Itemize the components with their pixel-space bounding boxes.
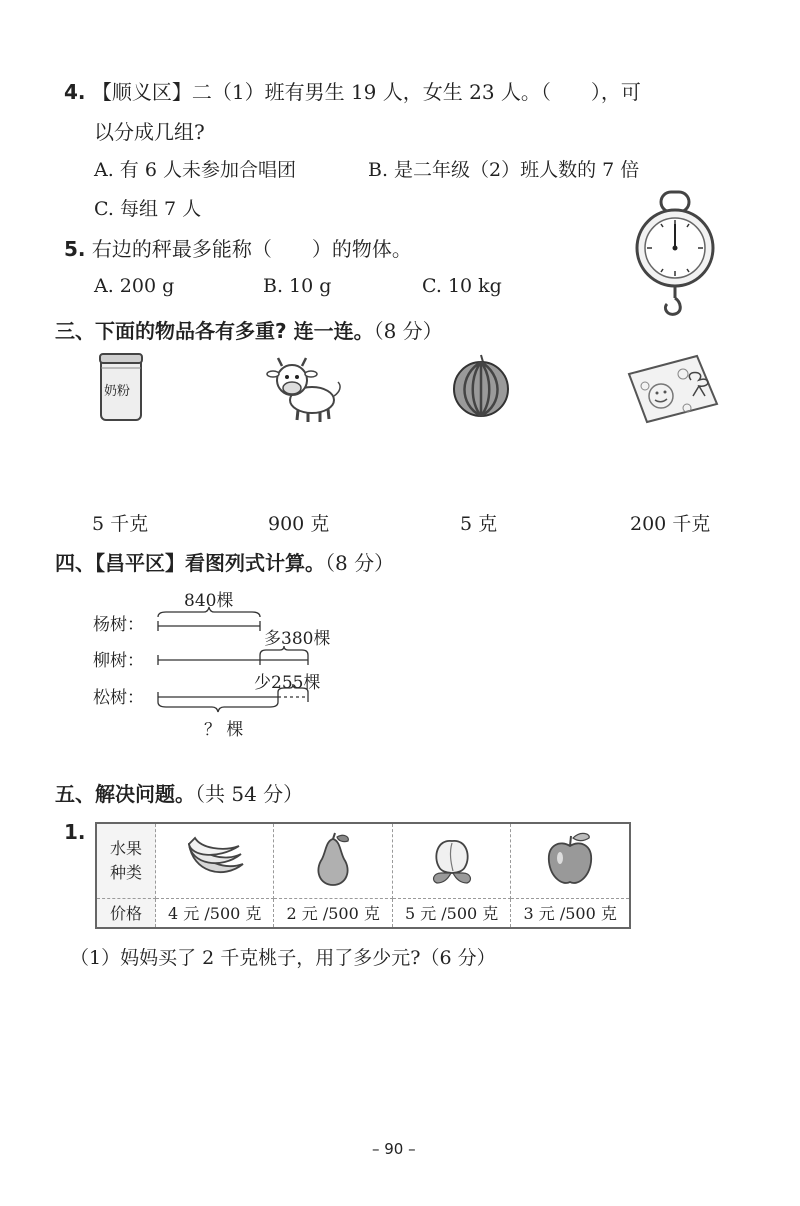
q4-line2: 以分成几组? bbox=[94, 120, 205, 144]
q5-number: 5. bbox=[64, 237, 86, 261]
calf-icon bbox=[262, 352, 344, 424]
section-5-title: 五、解决问题。 bbox=[55, 782, 195, 806]
pear-icon bbox=[308, 831, 358, 887]
label-yang: 杨树： bbox=[93, 615, 144, 635]
pear-cell bbox=[274, 823, 392, 898]
peach-icon bbox=[427, 831, 477, 887]
section-3-heading bbox=[55, 315, 443, 344]
q4-line1: 【顺义区】二（1）班有男生 19 人，女生 23 人。（ ），可 bbox=[91, 80, 641, 104]
section-4-title: 四、【昌平区】看图列式计算。 bbox=[55, 551, 325, 575]
section-3-title: 三、下面的物品各有多重? 连一连。 bbox=[55, 319, 374, 343]
q5-option-a: A. 200 g bbox=[94, 275, 175, 297]
price-peach: 5 元 /500 克 bbox=[392, 898, 510, 928]
section-5-heading bbox=[55, 778, 303, 807]
fruit-price-table bbox=[95, 822, 631, 929]
q5 bbox=[64, 233, 412, 262]
q4 bbox=[64, 76, 641, 105]
header-top: 水果 bbox=[109, 838, 142, 858]
weight-option-1: 5 千克 bbox=[92, 513, 149, 535]
section-4-score: （8 分） bbox=[325, 551, 395, 575]
section-4-heading bbox=[55, 547, 394, 576]
page-number: – 90 – bbox=[372, 1140, 416, 1158]
table-row bbox=[96, 823, 630, 898]
price-apple: 3 元 /500 克 bbox=[511, 898, 630, 928]
header-cell bbox=[96, 823, 156, 898]
watermelon-icon bbox=[452, 352, 510, 418]
label-liu: 柳树： bbox=[93, 651, 144, 671]
header-bottom: 种类 bbox=[109, 862, 142, 882]
weight-option-4: 200 千克 bbox=[630, 513, 711, 535]
milk-can-label: 奶粉 bbox=[104, 384, 131, 399]
apple-icon bbox=[543, 830, 597, 888]
weight-option-3: 5 克 bbox=[460, 513, 498, 535]
section-5-score: （共 54 分） bbox=[195, 782, 304, 806]
banana-icon bbox=[183, 834, 247, 884]
s5-q1-number: 1. bbox=[64, 820, 86, 844]
q4-number: 4. bbox=[64, 80, 86, 104]
apple-cell bbox=[511, 823, 630, 898]
label-song: 松树： bbox=[93, 688, 144, 708]
s5-sub-question-1: （1）妈妈买了 2 千克桃子，用了多少元?（6 分） bbox=[70, 947, 496, 969]
price-label-cell: 价格 bbox=[96, 898, 156, 928]
song-less: 少255棵 bbox=[254, 673, 321, 693]
q5-option-b: B. 10 g bbox=[263, 275, 332, 297]
song-unknown: ？ 棵 bbox=[204, 720, 244, 740]
q5-text: 右边的秤最多能称（ ）的物体。 bbox=[91, 237, 412, 261]
section-3-score: （8 分） bbox=[373, 319, 443, 343]
weight-option-2: 900 克 bbox=[268, 513, 330, 535]
q4-option-c: C. 每组 7 人 bbox=[94, 198, 202, 220]
price-pear: 2 元 /500 克 bbox=[274, 898, 392, 928]
line-segment-diagram bbox=[150, 600, 340, 718]
q4-option-b: B. 是二年级（2）班人数的 7 倍 bbox=[368, 159, 640, 181]
liu-more: 多380棵 bbox=[264, 629, 331, 649]
table-row bbox=[96, 898, 630, 928]
peach-cell bbox=[392, 823, 510, 898]
gift-card-icon bbox=[625, 352, 721, 424]
q4-option-a: A. 有 6 人未参加合唱团 bbox=[94, 159, 296, 181]
q5-option-c: C. 10 kg bbox=[422, 275, 502, 297]
yang-count: 840棵 bbox=[184, 591, 234, 611]
scale-clock-icon bbox=[625, 190, 725, 320]
banana-cell bbox=[156, 823, 274, 898]
price-banana: 4 元 /500 克 bbox=[156, 898, 274, 928]
